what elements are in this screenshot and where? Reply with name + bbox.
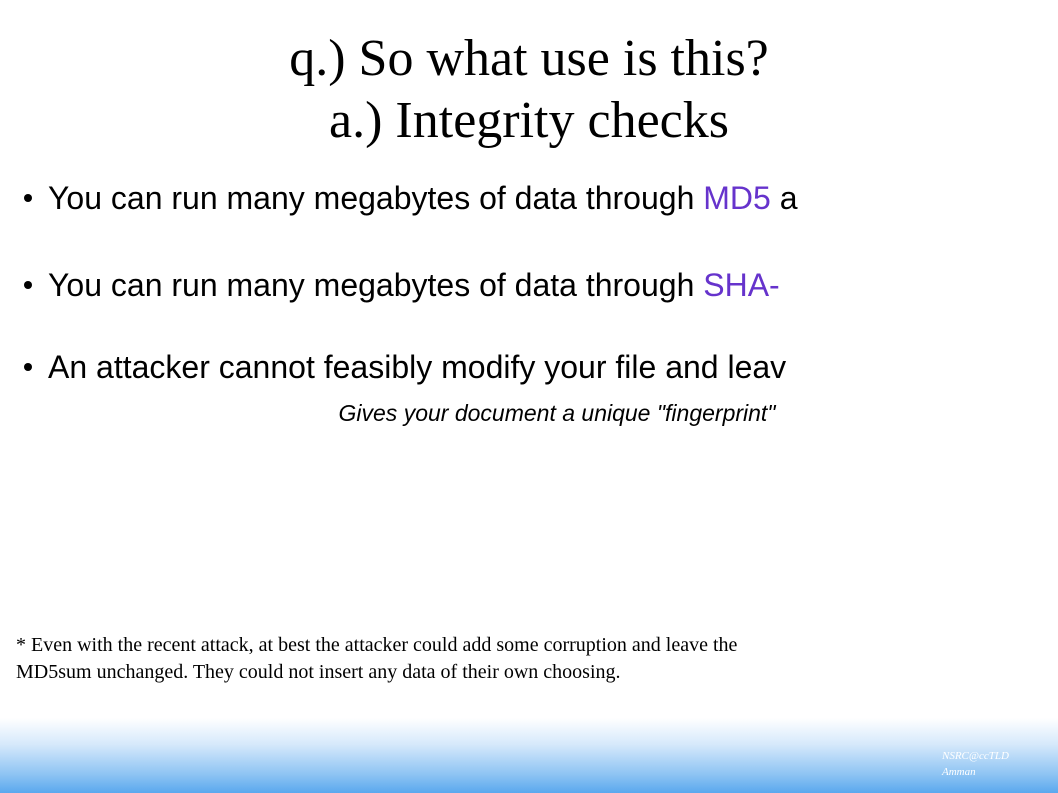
bullet-dot-icon <box>24 281 32 289</box>
bullet-dot-icon <box>24 194 32 202</box>
bullet-sha <box>24 265 780 305</box>
fingerprint-caption: Gives your document a unique "fingerprint" <box>338 400 776 426</box>
highlight-sha: SHA- <box>703 267 780 303</box>
footnote <box>16 632 896 686</box>
bullet-md5 <box>24 178 798 218</box>
bullet-dot-icon <box>24 363 32 371</box>
footnote-line-2: MD5sum unchanged. They could not insert any data of their own choosing. <box>16 661 621 683</box>
slide-title <box>0 28 1058 152</box>
footer-band <box>0 718 1058 793</box>
bullet-text: You can run many megabytes of data through <box>48 267 704 303</box>
bullet-attacker <box>24 347 786 387</box>
footer-credit <box>942 748 1009 780</box>
highlight-md5: MD5 <box>703 180 771 216</box>
bullet-text: An attacker cannot feasibly modify your file and leav <box>48 349 787 385</box>
footer-location: Amman <box>942 766 976 778</box>
footnote-line-1: * Even with the recent attack, at best the attacker could add some corruption and leave the <box>16 634 738 656</box>
footer-org: NSRC@ccTLD <box>942 750 1009 762</box>
bullet-text: You can run many megabytes of data through <box>48 180 704 216</box>
title-answer: a.) Integrity checks <box>329 92 729 149</box>
bullet-text-tail: a <box>770 180 798 216</box>
title-question: q.) So what use is this? <box>289 30 769 87</box>
